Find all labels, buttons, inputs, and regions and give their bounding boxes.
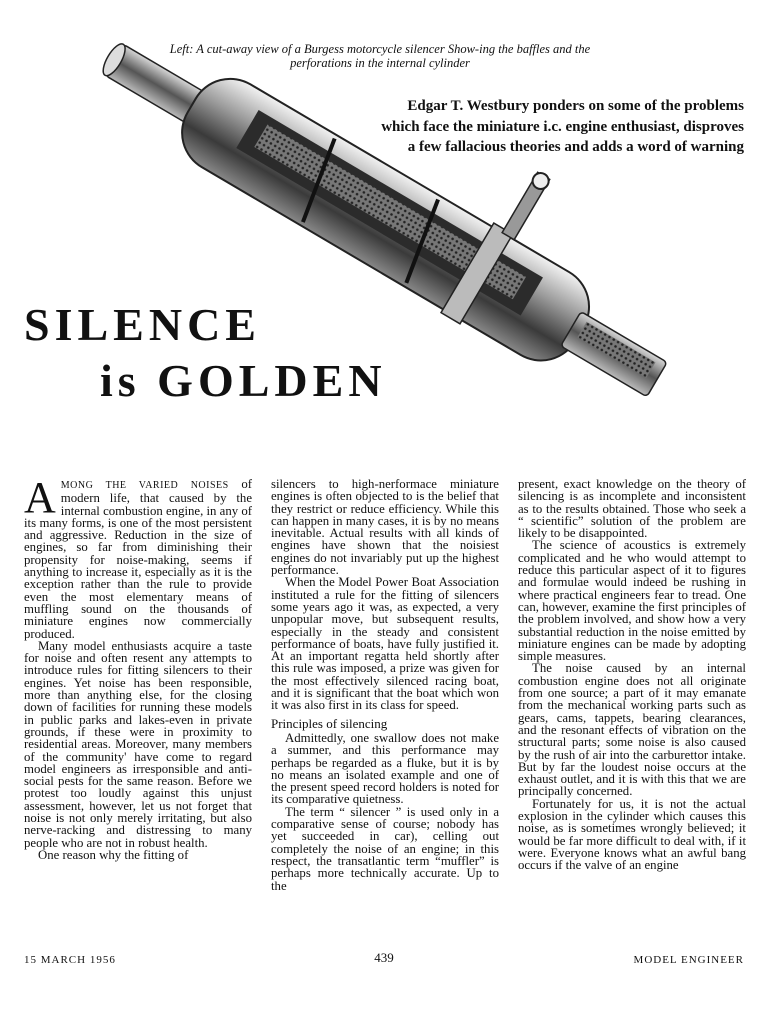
paragraph: The science of acoustics is extremely complicated and he who would attempt to reduce this particular aspect of it to figures and formulae would indeed be rushing in where practical engineers fear to tread. One can, however, examine the first principles of the problem involved, and show how a very substantial reduction in the noise emitted by miniature engines can be made by adopting simple measures. xyxy=(518,538,746,664)
text-column-1 xyxy=(24,473,253,862)
paragraph: Admittedly, one swallow does not make a summer, and this performance may perhaps be regarded as a fluke, but it is by no means an isolated example and one of the present speed record holders is noted for its comparative quietness. xyxy=(271,730,499,807)
article-title-line1: SILENCE xyxy=(24,299,261,350)
drop-cap: A xyxy=(24,473,56,522)
paragraph: The term “ silencer ” is used only in a comparative sense of course; nobody has yet succeeded in car), celling out completely the noise of an engine; in this respect, the transatlantic term “muffler” is perhaps more technically accurate. Up to the xyxy=(271,804,499,893)
page-number: 439 xyxy=(374,950,394,965)
article-title-line2: is GOLDEN xyxy=(100,355,387,406)
small-caps-lead: MONG THE VARIED NOISES xyxy=(60,480,229,491)
paragraph: AMONG THE VARIED NOISES of modern life, that caused by the internal combustion engine, in any of its many forms, is one of the most persistent and aggressive. Reduction in the size of engines, so far from diminishing their propensity for noise-making, seems if anything to increase it, especially as it is the exception rather than the rule to provide even the most elementary means of muffling sound on the thousands of miniature engines now commercially produced. xyxy=(24,473,253,641)
paragraph: The noise caused by an internal combustion engine does not all originate from one source; a part of it may emanate from the mechanical working parts such as gears, cams, tappets, bearing clearances, and the resonant effects of vibration on the structural parts; some noise is also caused by the rush of air into the carburettor intake. But by far the loudest noise occurs at the exhaust outlet, and it is with this that we are principally concerned. xyxy=(518,661,746,799)
text-column-3 xyxy=(518,478,746,872)
subtitle-line: which face the miniature i.c. engine enthusiast, disproves xyxy=(381,118,744,135)
subtitle-line: Edgar T. Westbury ponders on some of the problems xyxy=(407,98,744,114)
paragraph: present, exact knowledge on the theory of silencing is as incomplete and inconsistent as to the results obtained. Those who seek a “ scientific” solution of the problem are likely to be disappointed. xyxy=(518,477,746,541)
text-column-2 xyxy=(271,478,499,892)
page-footer xyxy=(24,950,744,970)
section-heading: Principles of silencing xyxy=(271,715,388,731)
article-subtitle xyxy=(274,96,744,158)
paragraph: One reason why the fitting of xyxy=(38,847,189,862)
paragraph: Many model enthusiasts acquire a taste for noise and often resent any attempts to introduce rules for fitting silencers to their engines. Yet noise has been responsible, more than anything else, for the closing down of facilities for running these models in public parks and lakes-even in private grounds, if these were in proximity to residential areas. Moreover, many members of the community' have come to regard model engineers as irresponsible and anti-social pests for the same reason. Before we protest too loudly against this unjust assessment, however, let us not forget that noise is not only merely irritating, but also nerve-racking and distressing to many people who are not in robust health. xyxy=(24,638,252,850)
image-caption: Left: A cut-away view of a Burgess motorcycle silencer Show-ing the baffles and the perforations in the internal cylinder xyxy=(169,42,591,70)
subtitle-line: a few fallacious theories and adds a word of warning xyxy=(407,139,744,155)
issue-date: 15 MARCH 1956 xyxy=(24,954,116,966)
magazine-name: MODEL ENGINEER xyxy=(633,954,744,966)
paragraph: Fortunately for us, it is not the actual explosion in the cylinder which causes this noise, as is sometimes wrongly believed; it would be far more difficult to deal with, if it were. Everyone knows what an awful bang occurs if the valve of an engine xyxy=(518,796,746,873)
paragraph: When the Model Power Boat Association instituted a rule for the fitting of silencers some years ago it was, as expected, a very unpopular move, but subsequent results, especially in the steady and consistent performance of boats, have fully justified it. At an important regatta held shortly after this rule was imposed, a prize was given for the most effectively silenced racing boat, and it is significant that the boat which won it was also first in its class for speed. xyxy=(271,575,499,713)
paragraph: silencers to high-nerformace miniature engines is often objected to is the belief that they restrict or reduce efficiency. While this can happen in many cases, it is by no means inevitable. Actual results with all kinds of engines have shown that the noisiest engines do not invariably put up the highest performance. xyxy=(271,477,499,578)
